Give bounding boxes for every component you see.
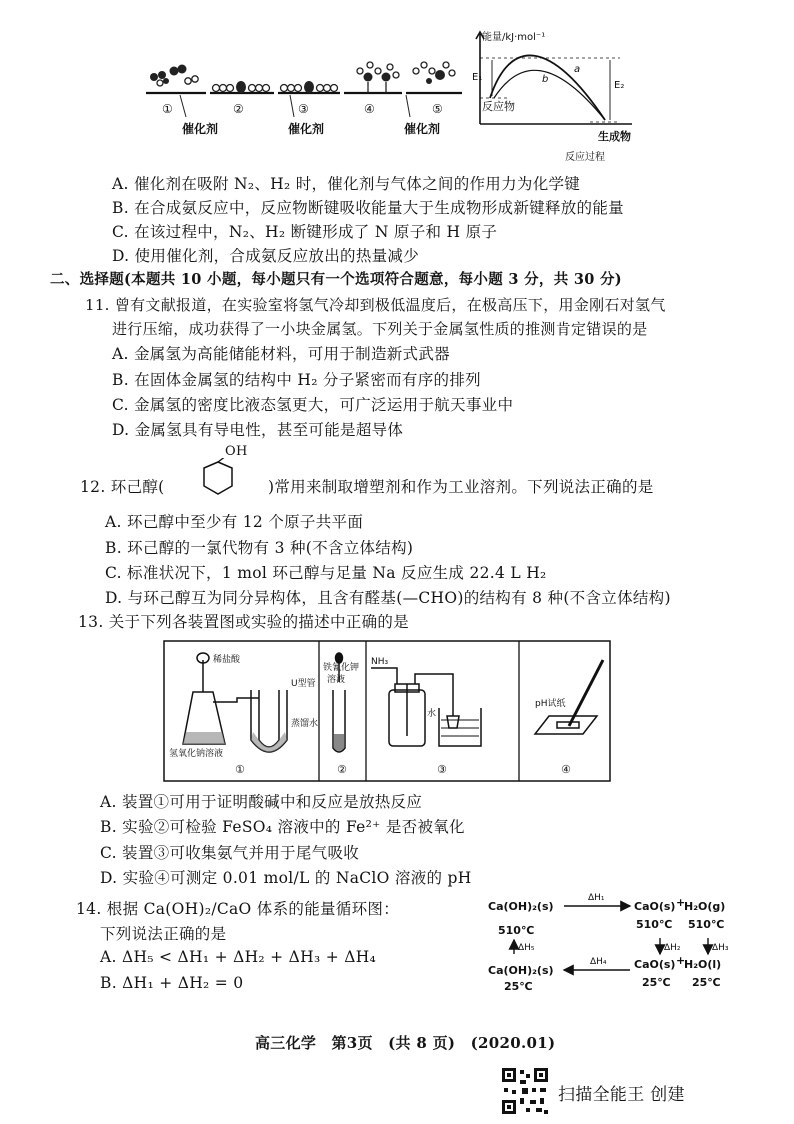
- cycle-dh4: ΔH₄: [590, 957, 607, 967]
- q12-stem-end: )常用来制取增塑剂和作为工业溶剂。下列说法正确的是: [268, 478, 654, 496]
- label-distilled-water: 蒸馏水: [291, 719, 319, 729]
- q13-apparatus-figure: [163, 640, 611, 782]
- cycle-plus-bottom: +: [676, 954, 686, 967]
- q11-stem-line2: 进行压缩，成功获得了一小块金属氢。下列关于金属氢性质的推测肯定错误的是: [112, 320, 648, 338]
- catalyst-label-1: 催化剂: [182, 122, 219, 136]
- step-label-3: ③: [298, 102, 309, 116]
- q11-option-d: D. 金属氢具有导电性，甚至可能是超导体: [112, 421, 404, 439]
- q14-stem-line2: 下列说法正确的是: [100, 925, 227, 943]
- apparatus-label-4: ④: [561, 763, 571, 776]
- cycle-temp-25-left: 25℃: [504, 980, 533, 993]
- q13-stem: 13. 关于下列各装置图或实验的描述中正确的是: [78, 613, 409, 631]
- label-u-tube: U型管: [291, 679, 316, 689]
- label-dilute-hcl: 稀盐酸: [213, 655, 241, 665]
- q12-option-b: B. 环己醇的一氯代物有 3 种(不含立体结构): [105, 539, 414, 557]
- cycle-dh1: ΔH₁: [588, 893, 605, 903]
- q12-option-d: D. 与环己醇互为同分异构体，且含有醛基(—CHO)的结构有 8 种(不含立体结构): [105, 589, 671, 607]
- energy-curve-a: a: [574, 64, 581, 75]
- section-2-heading: 二、选择题(本题共 10 小题，每小题只有一个选项符合题意，每小题 3 分，共 30 分): [50, 271, 622, 288]
- cycle-dh2: ΔH₂: [664, 943, 681, 953]
- q14-option-b: B. ΔH₁ + ΔH₂ = 0: [100, 974, 244, 992]
- energy-e1-label: E₁: [472, 72, 483, 83]
- energy-curve-b: b: [542, 74, 549, 85]
- q14-option-a: A. ΔH₅ < ΔH₁ + ΔH₂ + ΔH₃ + ΔH₄: [100, 948, 377, 966]
- cycle-caoh2-bottom: Ca(OH)₂(s): [488, 964, 554, 977]
- q13-option-c: C. 装置③可收集氨气并用于尾气吸收: [100, 844, 360, 862]
- cycle-cao-top: CaO(s): [634, 900, 676, 913]
- scanner-watermark: 扫描全能王 创建: [558, 1085, 685, 1105]
- energy-diagram: [470, 28, 650, 166]
- page-footer: 高三化学 第3页 (共 8 页) (2020.01): [255, 1034, 556, 1052]
- cycle-temp-25-right: 25℃: [692, 976, 721, 989]
- energy-e2-label: E₂: [614, 80, 625, 91]
- apparatus-label-3: ③: [437, 763, 447, 776]
- label-reagent-1: 铁氰化钾: [323, 663, 360, 673]
- q11-stem-line1: 11. 曾有文献报道，在实验室将氢气冷却到极低温度后，在极高压下，用金刚石对氢气: [85, 296, 666, 314]
- catalyst-label-3: 催化剂: [404, 122, 441, 136]
- q10-option-c: C. 在该过程中，N₂、H₂ 断键形成了 N 原子和 H 原子: [112, 223, 498, 241]
- q14-stem-line1: 14. 根据 Ca(OH)₂/CaO 体系的能量循环图：: [76, 900, 399, 918]
- step-label-5: ⑤: [432, 102, 443, 116]
- q12-option-a: A. 环己醇中至少有 12 个原子共平面: [105, 513, 364, 531]
- q12-stem-start: 12. 环己醇(: [80, 478, 165, 496]
- q13-option-b: B. 实验②可检验 FeSO₄ 溶液中的 Fe²⁺ 是否被氧化: [100, 818, 465, 836]
- cycle-temp-510-right: 510℃: [688, 918, 725, 931]
- qr-code-icon: [500, 1066, 550, 1116]
- q10-option-a: A. 催化剂在吸附 N₂、H₂ 时，催化剂与气体之间的作用力为化学键: [112, 175, 581, 193]
- label-nh3: NH₃: [371, 657, 389, 667]
- catalyst-adsorption-figure: [140, 55, 470, 145]
- energy-cycle-diagram: [484, 888, 744, 998]
- energy-products-label: 生成物: [598, 130, 631, 143]
- step-label-2: ②: [233, 102, 244, 116]
- q10-option-d: D. 使用催化剂，合成氨反应放出的热量减少: [112, 247, 420, 265]
- cycle-dh3: ΔH₃: [712, 943, 729, 953]
- cycle-temp-25-mid: 25℃: [642, 976, 671, 989]
- energy-reactants-label: 反应物: [482, 100, 515, 113]
- q11-option-c: C. 金属氢的密度比液态氢更大，可广泛运用于航天事业中: [112, 396, 514, 414]
- catalyst-label-2: 催化剂: [288, 122, 325, 136]
- q13-option-d: D. 实验④可测定 0.01 mol/L 的 NaClO 溶液的 pH: [100, 869, 472, 887]
- label-naoh-solution: 氢氧化钠溶液: [169, 749, 224, 759]
- cycle-h2o-gas: H₂O(g): [684, 900, 726, 913]
- q12-option-c: C. 标准状况下，1 mol 环己醇与足量 Na 反应生成 22.4 L H₂: [105, 564, 547, 582]
- cycle-temp-510-left: 510℃: [498, 924, 535, 937]
- energy-x-axis-label: 反应过程: [565, 152, 605, 163]
- cycle-dh5: ΔH₅: [518, 943, 535, 953]
- apparatus-label-1: ①: [235, 763, 245, 776]
- q10-option-b: B. 在合成氨反应中，反应物断键吸收能量大于生成物形成新键释放的能量: [112, 199, 624, 217]
- step-label-1: ①: [162, 102, 173, 116]
- q12-oh-label: OH: [225, 444, 248, 459]
- cycle-plus-top: +: [676, 896, 686, 909]
- cycle-cao-bottom: CaO(s): [634, 958, 676, 971]
- cycle-temp-510-mid: 510℃: [636, 918, 673, 931]
- energy-y-axis-label: 能量/kJ·mol⁻¹: [482, 32, 546, 43]
- label-water: 水: [427, 709, 437, 719]
- q13-option-a: A. 装置①可用于证明酸碱中和反应是放热反应: [100, 793, 423, 811]
- cyclohexanol-structure: [178, 458, 268, 506]
- label-ph-paper: pH试纸: [535, 699, 566, 709]
- q11-option-a: A. 金属氢为高能储能材料，可用于制造新式武器: [112, 345, 450, 363]
- label-reagent-2: 溶液: [327, 675, 346, 685]
- cycle-caoh2-top: Ca(OH)₂(s): [488, 900, 554, 913]
- q11-option-b: B. 在固体金属氢的结构中 H₂ 分子紧密而有序的排列: [112, 371, 481, 389]
- step-label-4: ④: [364, 102, 375, 116]
- apparatus-label-2: ②: [337, 763, 347, 776]
- cycle-h2o-liquid: H₂O(l): [684, 958, 722, 971]
